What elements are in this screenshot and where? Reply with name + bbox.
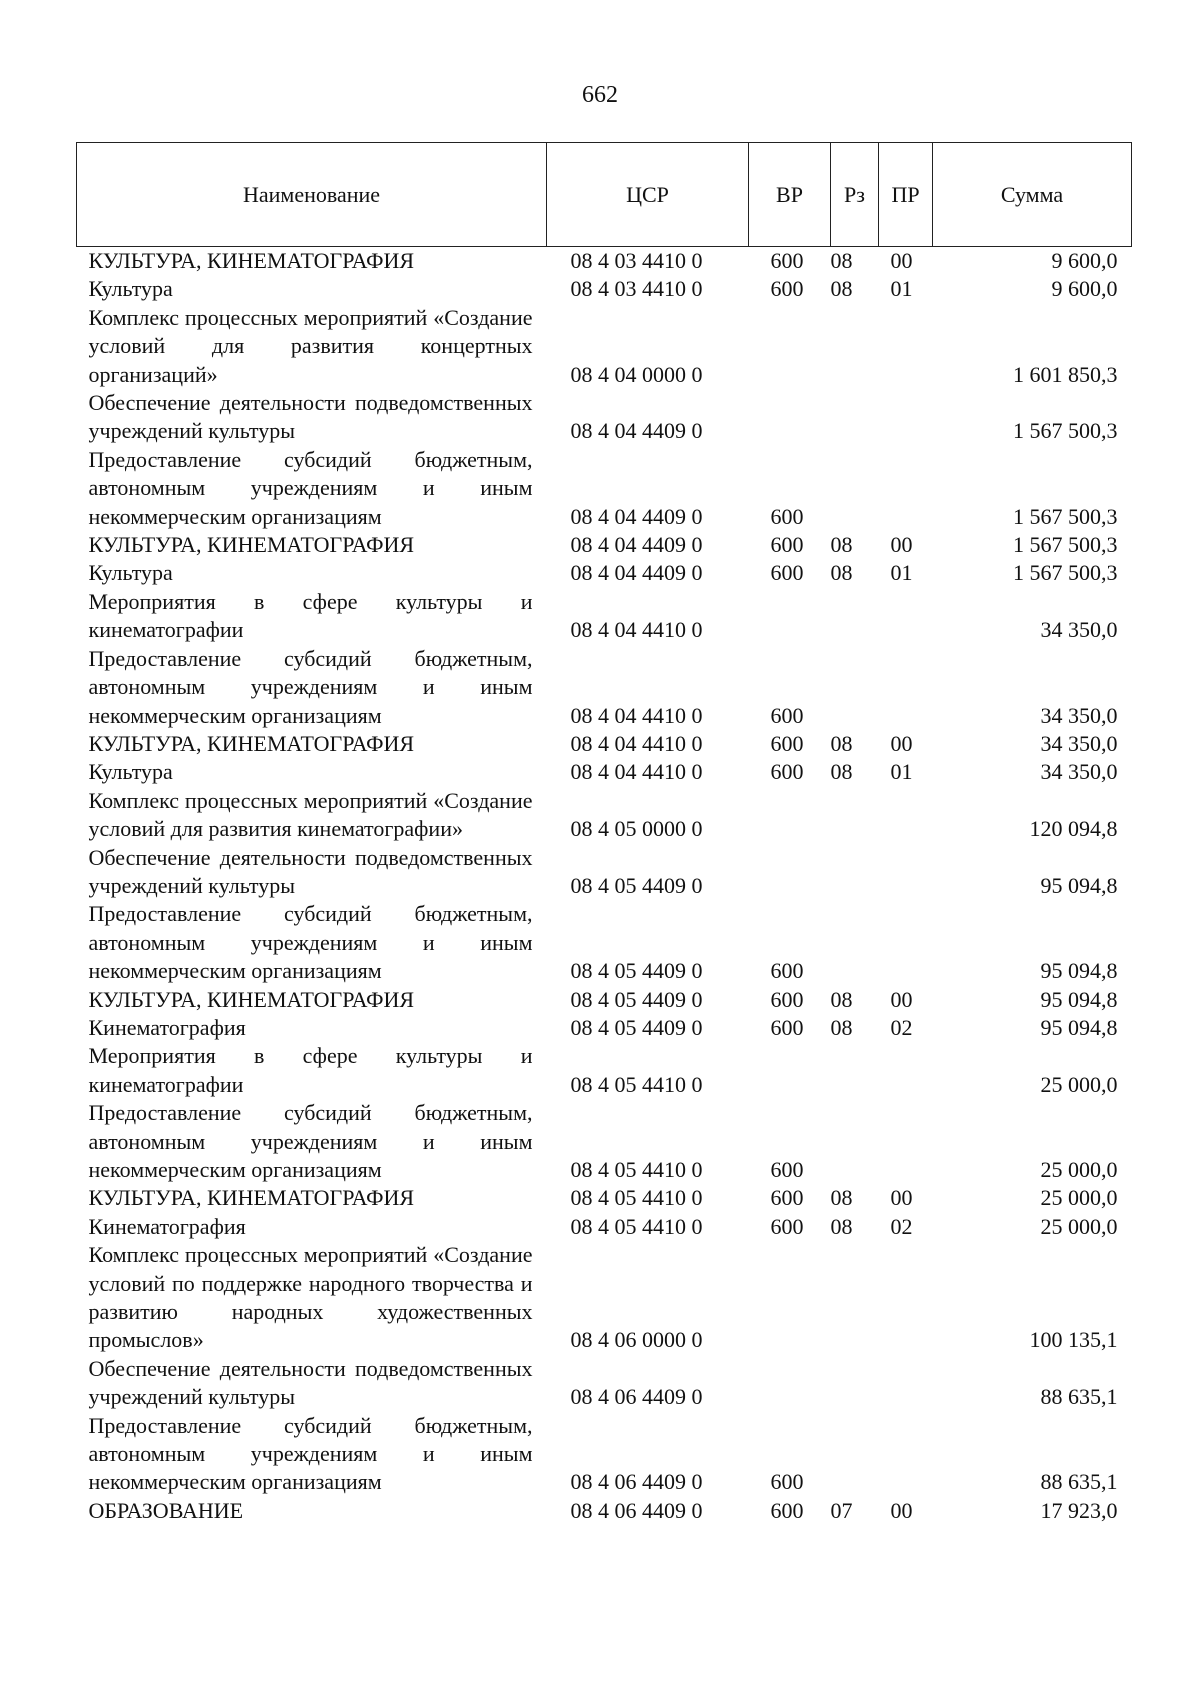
header-csr: ЦСР xyxy=(547,143,749,247)
cell-csr: 08 4 05 0000 0 xyxy=(570,816,703,842)
cell-sum: 9 600,0 xyxy=(1051,276,1118,302)
cell-csr: 08 4 05 4410 0 xyxy=(570,1213,703,1239)
cell-name: Комплекс процессных мероприятий «Создание условий по поддержке народного творчества и развитию народных художественных промыслов» xyxy=(88,1242,533,1353)
cell-csr: 08 4 06 4409 0 xyxy=(570,1469,703,1495)
table-row xyxy=(77,844,1132,901)
cell-csr: 08 4 04 4409 0 xyxy=(570,560,703,586)
cell-sum: 1 567 500,3 xyxy=(1013,503,1118,529)
cell-rz: 08 xyxy=(830,986,853,1012)
cell-sum: 34 350,0 xyxy=(1040,730,1118,756)
cell-rz xyxy=(831,588,879,645)
table-row xyxy=(77,531,1132,559)
cell-csr: 08 4 04 4409 0 xyxy=(570,503,703,529)
cell-pr xyxy=(879,588,933,645)
cell-pr: 00 xyxy=(890,532,913,558)
budget-table xyxy=(76,142,1132,1525)
table-row xyxy=(77,1412,1132,1497)
cell-pr: 01 xyxy=(890,276,913,302)
cell-name: КУЛЬТУРА, КИНЕМАТОГРАФИЯ xyxy=(88,730,415,756)
header-vr: ВР xyxy=(749,143,831,247)
header-sum: Сумма xyxy=(933,143,1132,247)
cell-vr: 600 xyxy=(770,276,804,302)
table-row xyxy=(77,787,1132,844)
cell-csr: 08 4 04 4410 0 xyxy=(570,759,703,785)
cell-csr: 08 4 05 4410 0 xyxy=(570,1157,703,1182)
cell-name: Культура xyxy=(88,560,173,586)
table-row xyxy=(77,645,1132,730)
cell-csr: 08 4 04 4410 0 xyxy=(570,617,703,643)
cell-sum: 95 094,8 xyxy=(1040,958,1118,984)
cell-pr xyxy=(879,446,933,531)
cell-csr: 08 4 06 4409 0 xyxy=(570,1384,703,1410)
cell-rz xyxy=(831,787,879,844)
table-row xyxy=(77,1184,1132,1212)
cell-csr: 08 4 05 4409 0 xyxy=(570,872,703,898)
cell-sum: 100 135,1 xyxy=(1029,1327,1118,1353)
table-row xyxy=(77,1241,1132,1355)
cell-sum: 120 094,8 xyxy=(1029,816,1118,842)
table-row xyxy=(77,1099,1132,1184)
table-row xyxy=(77,986,1132,1014)
table-body xyxy=(77,247,1132,1526)
cell-rz xyxy=(831,645,879,730)
cell-pr xyxy=(879,1355,933,1412)
cell-sum: 1 567 500,3 xyxy=(1013,418,1118,444)
cell-vr: 600 xyxy=(770,532,804,558)
cell-vr: 600 xyxy=(770,560,804,586)
cell-name: КУЛЬТУРА, КИНЕМАТОГРАФИЯ xyxy=(88,986,415,1012)
cell-pr: 00 xyxy=(890,730,913,756)
cell-name: Обеспечение деятельности подведомственных учреждений культуры xyxy=(88,390,533,444)
cell-vr xyxy=(749,588,831,645)
table-row xyxy=(77,1355,1132,1412)
cell-sum: 95 094,8 xyxy=(1040,872,1118,898)
cell-vr xyxy=(749,389,831,446)
cell-vr xyxy=(749,1241,831,1355)
cell-vr: 600 xyxy=(770,1497,804,1523)
cell-sum: 25 000,0 xyxy=(1040,1185,1118,1211)
cell-sum: 34 350,0 xyxy=(1040,759,1118,785)
cell-rz: 08 xyxy=(830,1213,853,1239)
cell-rz: 08 xyxy=(830,730,853,756)
cell-rz: 08 xyxy=(830,248,853,273)
cell-vr: 600 xyxy=(770,1157,804,1182)
cell-vr: 600 xyxy=(770,1014,804,1040)
cell-rz xyxy=(831,1412,879,1497)
cell-vr: 600 xyxy=(770,1213,804,1239)
cell-rz xyxy=(831,446,879,531)
cell-name: Предоставление субсидий бюджетным, автономным учреждениям и иным некоммерческим организациям xyxy=(88,1100,533,1182)
cell-name: Предоставление субсидий бюджетным, автономным учреждениям и иным некоммерческим организациям xyxy=(88,901,533,984)
cell-vr: 600 xyxy=(770,1185,804,1211)
table-row xyxy=(77,446,1132,531)
cell-csr: 08 4 05 4410 0 xyxy=(570,1185,703,1211)
cell-rz xyxy=(831,1355,879,1412)
cell-rz xyxy=(831,844,879,901)
cell-vr: 600 xyxy=(770,248,804,273)
table-row xyxy=(77,758,1132,786)
table-row xyxy=(77,900,1132,985)
cell-rz: 08 xyxy=(830,1014,853,1040)
cell-name: КУЛЬТУРА, КИНЕМАТОГРАФИЯ xyxy=(88,248,415,273)
cell-pr: 02 xyxy=(890,1213,913,1239)
cell-name: Предоставление субсидий бюджетным, автономным учреждениям и иным некоммерческим организациям xyxy=(88,1412,533,1495)
cell-name: Предоставление субсидий бюджетным, автономным учреждениям и иным некоммерческим организациям xyxy=(88,645,533,728)
header-name: Наименование xyxy=(77,143,547,247)
cell-name: Мероприятия в сфере культуры и кинематографии xyxy=(88,588,533,643)
cell-pr: 02 xyxy=(890,1014,913,1040)
cell-name: Комплекс процессных мероприятий «Создание условий для развития кинематографии» xyxy=(88,787,533,842)
cell-rz xyxy=(831,389,879,446)
page-number: 662 xyxy=(582,82,618,108)
table-row xyxy=(77,730,1132,758)
cell-pr xyxy=(879,645,933,730)
cell-csr: 08 4 04 0000 0 xyxy=(570,361,703,387)
cell-name: Обеспечение деятельности подведомственных учреждений культуры xyxy=(88,1355,533,1410)
cell-pr: 00 xyxy=(890,986,913,1012)
cell-vr: 600 xyxy=(770,503,804,529)
cell-rz: 08 xyxy=(830,759,853,785)
cell-csr: 08 4 05 4409 0 xyxy=(570,958,703,984)
table-row xyxy=(77,247,1132,276)
cell-rz: 08 xyxy=(830,532,853,558)
cell-sum: 1 567 500,3 xyxy=(1013,560,1118,586)
table-row xyxy=(77,304,1132,389)
table-row xyxy=(77,275,1132,303)
cell-sum: 88 635,1 xyxy=(1040,1469,1118,1495)
cell-pr xyxy=(879,787,933,844)
cell-pr: 00 xyxy=(890,248,913,273)
cell-pr xyxy=(879,900,933,985)
table-row xyxy=(77,389,1132,446)
cell-name: Культура xyxy=(88,276,173,302)
cell-sum: 34 350,0 xyxy=(1040,617,1118,643)
cell-vr: 600 xyxy=(770,759,804,785)
cell-csr: 08 4 04 4410 0 xyxy=(570,730,703,756)
cell-name: Обеспечение деятельности подведомственных учреждений культуры xyxy=(88,844,533,898)
cell-pr xyxy=(879,304,933,389)
cell-csr: 08 4 04 4409 0 xyxy=(570,532,703,558)
cell-name: ОБРАЗОВАНИЕ xyxy=(88,1497,244,1523)
cell-rz xyxy=(831,1099,879,1184)
header-rz: Рз xyxy=(831,143,879,247)
cell-name: Кинематография xyxy=(88,1014,246,1040)
table-row xyxy=(77,1042,1132,1099)
cell-vr xyxy=(749,1355,831,1412)
cell-pr: 00 xyxy=(890,1185,913,1211)
cell-name: Культура xyxy=(88,759,173,785)
cell-vr xyxy=(749,304,831,389)
cell-sum: 25 000,0 xyxy=(1040,1213,1118,1239)
cell-pr xyxy=(879,1412,933,1497)
cell-rz: 07 xyxy=(830,1497,853,1523)
cell-name: Мероприятия в сфере культуры и кинематографии xyxy=(88,1043,533,1097)
cell-sum: 95 094,8 xyxy=(1040,1014,1118,1040)
cell-vr: 600 xyxy=(770,730,804,756)
cell-sum: 9 600,0 xyxy=(1051,248,1118,273)
cell-pr xyxy=(879,389,933,446)
cell-pr: 01 xyxy=(890,560,913,586)
cell-rz xyxy=(831,900,879,985)
cell-pr: 00 xyxy=(890,1497,913,1523)
cell-rz xyxy=(831,304,879,389)
cell-name: Кинематография xyxy=(88,1213,246,1239)
cell-pr xyxy=(879,1099,933,1184)
table-row xyxy=(77,588,1132,645)
cell-csr: 08 4 05 4409 0 xyxy=(570,1014,703,1040)
cell-sum: 1 567 500,3 xyxy=(1013,532,1118,558)
cell-csr: 08 4 04 4409 0 xyxy=(570,418,703,444)
table-header xyxy=(77,143,1132,247)
cell-rz xyxy=(831,1241,879,1355)
cell-rz: 08 xyxy=(830,1185,853,1211)
cell-vr xyxy=(749,1042,831,1099)
cell-vr: 600 xyxy=(770,986,804,1012)
table-row xyxy=(77,1014,1132,1042)
cell-csr: 08 4 06 0000 0 xyxy=(570,1327,703,1353)
cell-csr: 08 4 06 4409 0 xyxy=(570,1497,703,1523)
cell-sum: 34 350,0 xyxy=(1040,702,1118,728)
table-row xyxy=(77,1213,1132,1241)
cell-vr: 600 xyxy=(770,1469,804,1495)
cell-rz xyxy=(831,1042,879,1099)
cell-rz: 08 xyxy=(830,560,853,586)
cell-rz: 08 xyxy=(830,276,853,302)
cell-vr xyxy=(749,844,831,901)
cell-sum: 25 000,0 xyxy=(1040,1157,1118,1182)
cell-sum: 17 923,0 xyxy=(1040,1497,1118,1523)
cell-sum: 25 000,0 xyxy=(1040,1071,1118,1097)
cell-vr xyxy=(749,787,831,844)
cell-sum: 1 601 850,3 xyxy=(1013,361,1118,387)
cell-name: КУЛЬТУРА, КИНЕМАТОГРАФИЯ xyxy=(88,532,415,558)
cell-csr: 08 4 05 4410 0 xyxy=(570,1071,703,1097)
cell-sum: 88 635,1 xyxy=(1040,1384,1118,1410)
header-pr: ПР xyxy=(879,143,933,247)
table-row xyxy=(77,559,1132,587)
table-row xyxy=(77,1497,1132,1525)
cell-csr: 08 4 05 4409 0 xyxy=(570,986,703,1012)
cell-csr: 08 4 03 4410 0 xyxy=(570,276,703,302)
cell-vr: 600 xyxy=(770,958,804,984)
cell-sum: 95 094,8 xyxy=(1040,986,1118,1012)
cell-name: Предоставление субсидий бюджетным, автономным учреждениям и иным некоммерческим организациям xyxy=(88,446,533,529)
cell-csr: 08 4 03 4410 0 xyxy=(570,248,703,273)
cell-name: КУЛЬТУРА, КИНЕМАТОГРАФИЯ xyxy=(88,1185,415,1211)
cell-pr xyxy=(879,1241,933,1355)
cell-csr: 08 4 04 4410 0 xyxy=(570,702,703,728)
cell-pr xyxy=(879,1042,933,1099)
cell-pr xyxy=(879,844,933,901)
cell-pr: 01 xyxy=(890,759,913,785)
cell-vr: 600 xyxy=(770,702,804,728)
cell-name: Комплекс процессных мероприятий «Создание условий для развития концертных организаций» xyxy=(88,304,533,387)
